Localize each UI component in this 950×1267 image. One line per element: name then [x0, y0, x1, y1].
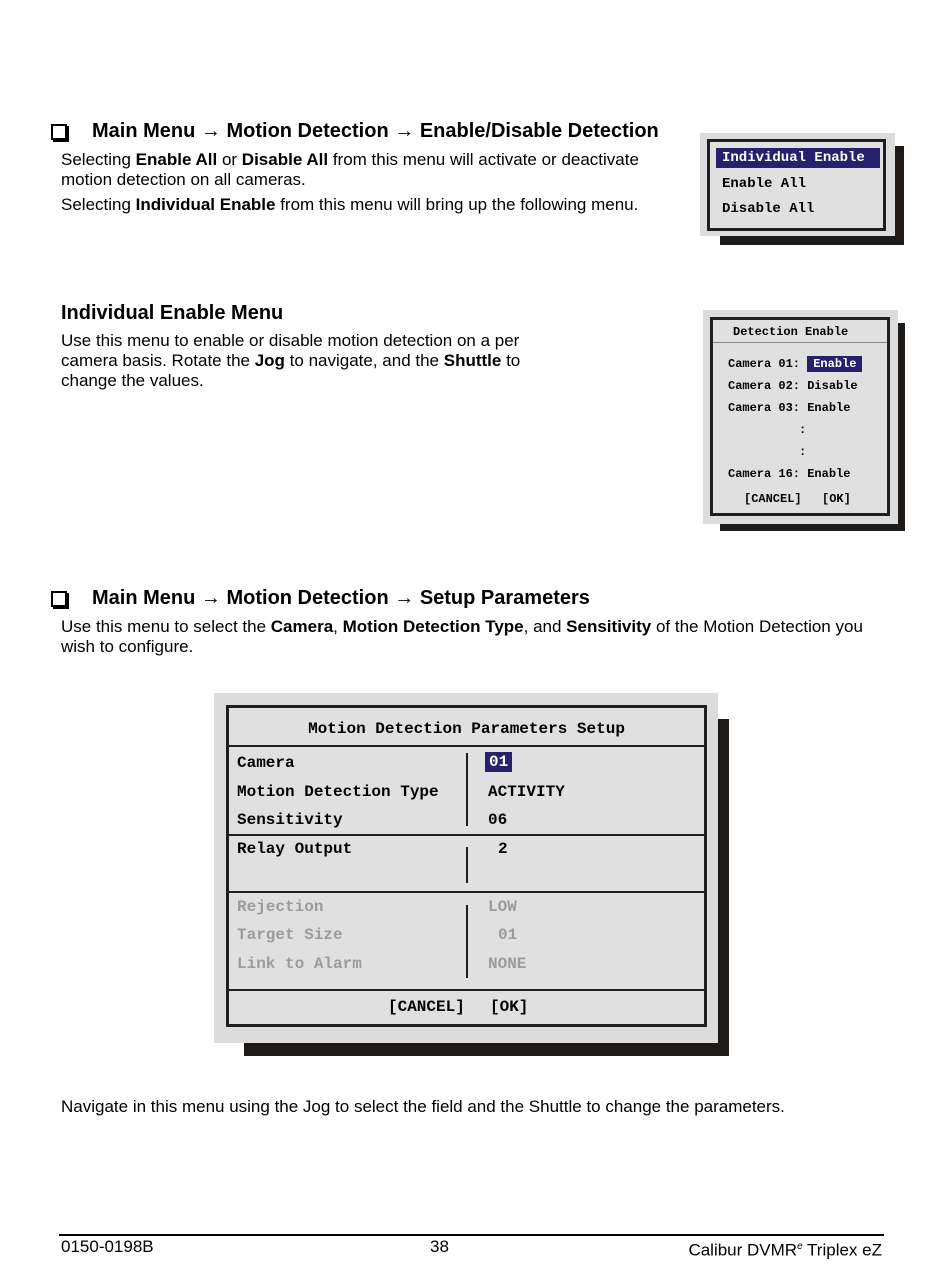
relay-output-label: Relay Output: [237, 840, 353, 858]
divider: [229, 989, 704, 991]
divider: [466, 753, 468, 826]
section3-title: Main Menu → Motion Detection → Setup Parameters: [92, 587, 590, 609]
footer-rule: [59, 1234, 884, 1236]
rejection-label: Rejection: [237, 898, 324, 916]
section2-title: Individual Enable Menu: [61, 302, 284, 324]
divider: [229, 834, 704, 836]
ellipsis-row: :: [799, 445, 807, 459]
footer-page-number: 38: [430, 1237, 449, 1256]
section2-paragraph: Use this menu to enable or disable motion detection on a per camera basis. Rotate the Jog to navigate, and the Shuttle to change the values.: [61, 331, 521, 390]
divider: [713, 342, 887, 343]
divider: [229, 745, 704, 747]
footer-doc-id: 0150-0198B: [61, 1237, 154, 1256]
motion-detection-type-label: Motion Detection Type: [237, 783, 439, 801]
camera-value[interactable]: 01: [485, 752, 512, 772]
rejection-value: LOW: [488, 898, 517, 916]
link-to-alarm-label: Link to Alarm: [237, 955, 362, 973]
camera-row[interactable]: Camera 03: Enable: [728, 401, 851, 415]
checkbox-bullet-2: [51, 591, 67, 607]
motion-detection-type-value[interactable]: ACTIVITY: [488, 783, 565, 801]
target-size-value: 01: [498, 926, 518, 944]
cancel-button[interactable]: [CANCEL]: [744, 492, 802, 506]
divider: [466, 847, 468, 883]
section1-paragraph-2: Selecting Individual Enable from this menu will bring up the following menu.: [61, 195, 639, 214]
section1-paragraph-1: Selecting Enable All or Disable All from this menu will activate or deactivate motion detection on all cameras.: [61, 150, 639, 189]
target-size-label: Target Size: [237, 926, 343, 944]
relay-output-value[interactable]: 2: [498, 840, 508, 858]
camera-label: Camera: [237, 754, 295, 772]
sensitivity-label: Sensitivity: [237, 811, 343, 829]
detection-enable-menu: [710, 317, 890, 516]
section1-title: Main Menu → Motion Detection → Enable/Disable Detection: [92, 120, 659, 142]
navigation-note: Navigate in this menu using the Jog to select the field and the Shuttle to change the parameters.: [61, 1097, 785, 1116]
camera-01-value[interactable]: Enable: [807, 356, 862, 372]
ok-button[interactable]: [OK]: [490, 998, 529, 1016]
menu-item-individual-enable[interactable]: Individual Enable: [716, 148, 880, 168]
footer-product: Calibur DVMR$^e$ Triplex eZ: [688, 1240, 882, 1260]
section3-paragraph: Use this menu to select the Camera, Motion Detection Type, and Sensitivity of the Motion Detection you wish to configure.: [61, 617, 863, 656]
menu-item-disable-all[interactable]: Disable All: [722, 201, 815, 217]
checkbox-bullet-1: [51, 124, 67, 140]
ellipsis-row: :: [799, 423, 807, 437]
menu-item-enable-all[interactable]: Enable All: [722, 176, 807, 192]
ok-button[interactable]: [OK]: [822, 492, 851, 506]
camera-row[interactable]: Camera 16: Enable: [728, 467, 851, 481]
link-to-alarm-value: NONE: [488, 955, 527, 973]
cancel-button[interactable]: [CANCEL]: [388, 998, 465, 1016]
menu3-title: Motion Detection Parameters Setup: [308, 720, 625, 738]
divider: [229, 891, 704, 893]
sensitivity-value[interactable]: 06: [488, 811, 508, 829]
divider: [466, 905, 468, 978]
camera-row[interactable]: Camera 02: Disable: [728, 379, 858, 393]
detection-enable-title: Detection Enable: [733, 325, 849, 339]
camera-row[interactable]: Camera 01: Enable: [728, 357, 862, 371]
